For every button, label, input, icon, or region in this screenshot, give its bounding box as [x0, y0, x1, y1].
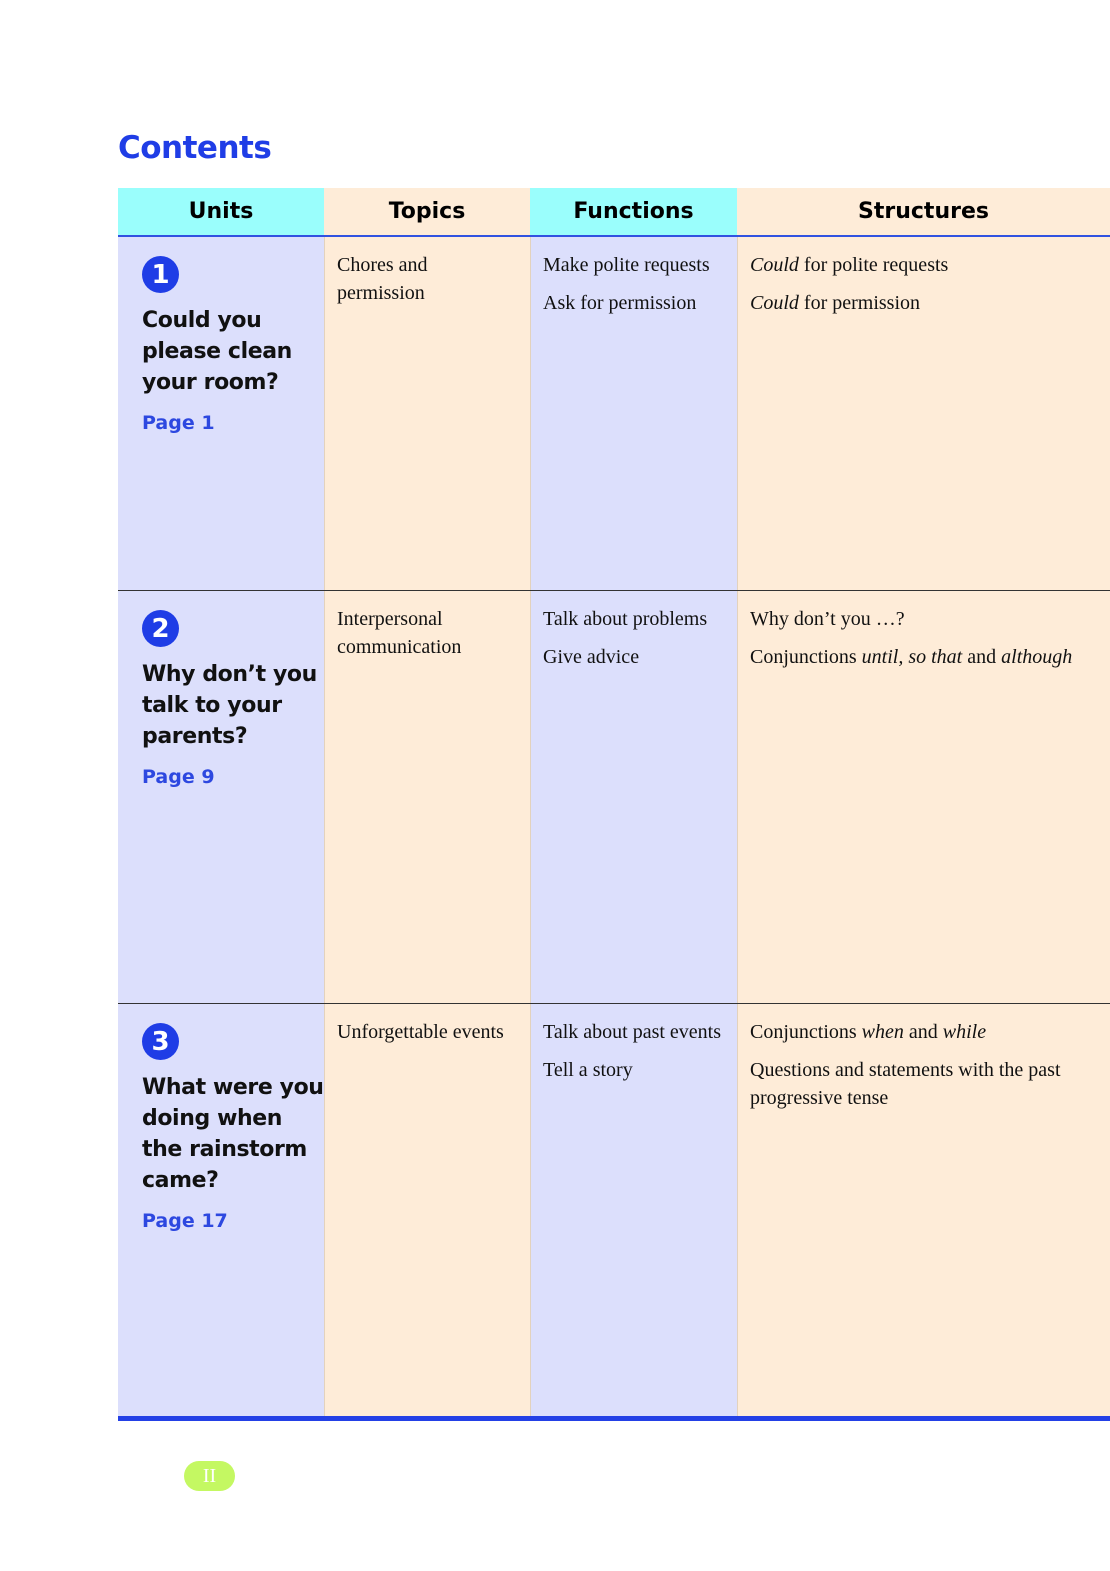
- structure-item: Why don’t you …?: [750, 608, 905, 630]
- structure-text: and: [962, 646, 1002, 668]
- unit-title: Why don’t you talk to your parents?: [142, 662, 317, 749]
- functions-cell: [530, 237, 737, 590]
- function-item: Ask for permission: [543, 292, 697, 314]
- structure-emphasis: although: [1001, 646, 1073, 668]
- structures-cell: [737, 591, 1110, 1003]
- topic-text: Interpersonal communication: [337, 608, 462, 658]
- topics-cell: [324, 237, 530, 590]
- contents-table: [118, 188, 1110, 1419]
- unit-cell: [118, 237, 324, 590]
- function-item: Talk about past events: [543, 1021, 721, 1043]
- unit-number-badge: 2: [142, 610, 179, 647]
- table-row-unit-1: [118, 237, 1110, 590]
- structure-item: [750, 289, 1100, 317]
- unit-title: What were you doing when the rainstorm came?: [142, 1075, 324, 1193]
- structure-text: Conjunctions: [750, 646, 862, 668]
- table-bottom-rule: [118, 1416, 1110, 1421]
- topics-cell: [324, 1004, 530, 1419]
- unit-number-badge: 3: [142, 1023, 179, 1060]
- unit-page-link[interactable]: Page 9: [142, 766, 215, 788]
- structure-item: [750, 251, 1100, 279]
- unit-page-link[interactable]: Page 17: [142, 1210, 228, 1232]
- structures-cell: [737, 237, 1110, 590]
- header-functions: Functions: [530, 188, 737, 235]
- page-number-badge: II: [184, 1461, 235, 1491]
- table-row-unit-3: [118, 1003, 1110, 1419]
- structure-item: [750, 643, 1100, 671]
- header-structures: Structures: [737, 188, 1110, 235]
- structure-text: for polite requests: [798, 254, 949, 276]
- unit-title: Could you please clean your room?: [142, 308, 292, 395]
- topic-text: Chores and permission: [337, 254, 428, 304]
- functions-cell: [530, 591, 737, 1003]
- topic-text: Unforgettable events: [337, 1021, 504, 1043]
- function-item: Make polite requests: [543, 254, 710, 276]
- function-item: Talk about problems: [543, 608, 708, 630]
- structure-emphasis: Could: [750, 254, 799, 276]
- function-item: Give advice: [543, 646, 640, 668]
- structure-text: for permission: [798, 292, 920, 314]
- header-topics: Topics: [324, 188, 530, 235]
- function-item: Tell a story: [543, 1059, 633, 1081]
- unit-page-link[interactable]: Page 1: [142, 412, 215, 434]
- structure-emphasis: Could: [750, 292, 799, 314]
- table-header-row: [118, 188, 1110, 237]
- topics-cell: [324, 591, 530, 1003]
- unit-number-badge: 1: [142, 256, 179, 293]
- page-title: Contents: [118, 130, 272, 166]
- functions-cell: [530, 1004, 737, 1419]
- structure-emphasis: while: [942, 1021, 987, 1043]
- structure-text: and: [903, 1021, 943, 1043]
- structure-emphasis: when: [861, 1021, 904, 1043]
- structure-emphasis: until, so that: [861, 646, 963, 668]
- structure-item: [750, 1018, 1100, 1046]
- unit-cell: [118, 1004, 324, 1419]
- unit-cell: [118, 591, 324, 1003]
- table-row-unit-2: [118, 590, 1110, 1003]
- structures-cell: [737, 1004, 1110, 1419]
- structure-text: Conjunctions: [750, 1021, 862, 1043]
- structure-item: Questions and statements with the past progressive tense: [750, 1059, 1061, 1109]
- header-units: Units: [118, 188, 324, 235]
